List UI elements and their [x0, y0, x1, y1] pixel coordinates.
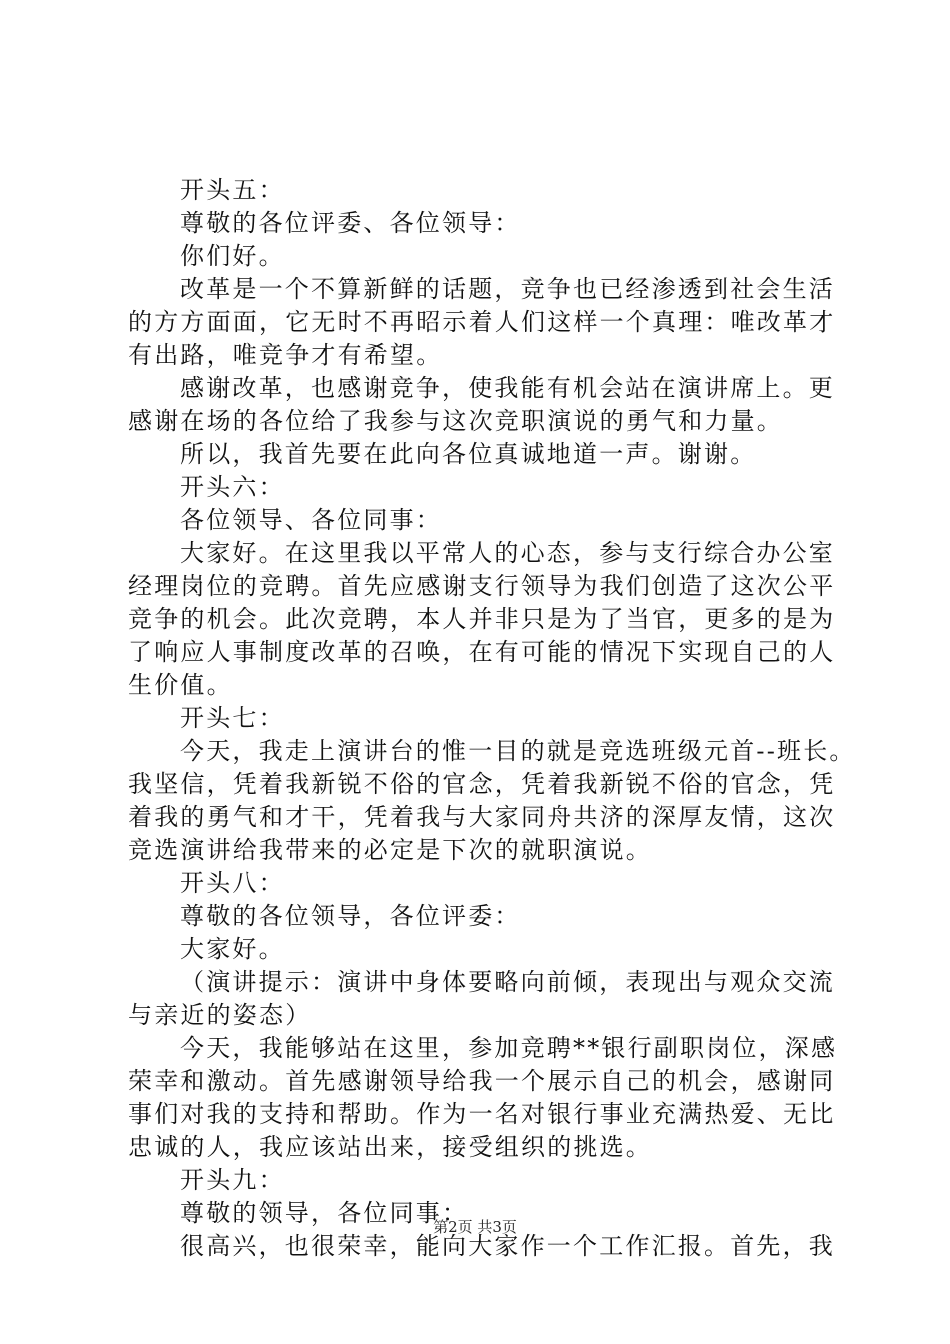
text-line: 竞争的机会。此次竞聘，本人并非只是为了当官，更多的是为 — [128, 605, 836, 633]
document-body — [128, 174, 856, 1263]
text-line: 荣幸和激动。首先感谢领导给我一个展示自己的机会，感谢同 — [128, 1067, 836, 1095]
text-line: 有出路，唯竞争才有希望。 — [128, 341, 443, 369]
text-line: 开头五： — [180, 176, 285, 204]
text-line: 开头八： — [180, 869, 285, 897]
text-line: （演讲提示：演讲中身体要略向前倾，表现出与观众交流 — [180, 968, 835, 996]
text-line: 今天，我走上演讲台的惟一目的就是竞选班级元首--班长。 — [180, 737, 856, 765]
text-line: 感谢在场的各位给了我参与这次竞职演说的勇气和力量。 — [128, 407, 783, 435]
text-line: 很高兴，也很荣幸，能向大家作一个工作汇报。首先，我 — [180, 1232, 835, 1260]
text-line: 开头六： — [180, 473, 285, 501]
text-line: 忠诚的人，我应该站出来，接受组织的挑选。 — [128, 1133, 652, 1161]
text-line: 开头九： — [180, 1166, 285, 1194]
text-line: 开头七： — [180, 704, 285, 732]
text-line: 大家好。在这里我以平常人的心态，参与支行综合办公室 — [180, 539, 835, 567]
text-line: 今天，我能够站在这里，参加竞聘**银行副职岗位，深感 — [180, 1034, 838, 1062]
text-line: 着我的勇气和才干，凭着我与大家同舟共济的深厚友情，这次 — [128, 803, 836, 831]
text-line: 生价值。 — [128, 671, 233, 699]
text-line: 尊敬的各位评委、各位领导： — [180, 209, 521, 237]
text-line: 与亲近的姿态） — [128, 1001, 312, 1029]
text-line: 尊敬的领导，各位同事： — [180, 1199, 469, 1227]
text-line: 改革是一个不算新鲜的话题，竞争也已经渗透到社会生活 — [180, 275, 835, 303]
text-line: 你们好。 — [180, 242, 285, 270]
text-line: 的方方面面，它无时不再昭示着人们这样一个真理：唯改革才 — [128, 308, 836, 336]
text-line: 了响应人事制度改革的召唤，在有可能的情况下实现自己的人 — [128, 638, 836, 666]
page-footer: 第2页 共3页 — [433, 1218, 517, 1236]
text-line: 事们对我的支持和帮助。作为一名对银行事业充满热爱、无比 — [128, 1100, 836, 1128]
text-line: 感谢改革，也感谢竞争，使我能有机会站在演讲席上。更 — [180, 374, 835, 402]
text-line: 竞选演讲给我带来的必定是下次的就职演说。 — [128, 836, 652, 864]
text-line: 大家好。 — [180, 935, 285, 963]
text-line: 经理岗位的竞聘。首先应感谢支行领导为我们创造了这次公平 — [128, 572, 836, 600]
text-line: 我坚信，凭着我新锐不俗的官念，凭着我新锐不俗的官念，凭 — [128, 770, 836, 798]
text-line: 所以，我首先要在此向各位真诚地道一声。谢谢。 — [180, 440, 757, 468]
text-line: 尊敬的各位领导，各位评委： — [180, 902, 521, 930]
text-line: 各位领导、各位同事： — [180, 506, 442, 534]
